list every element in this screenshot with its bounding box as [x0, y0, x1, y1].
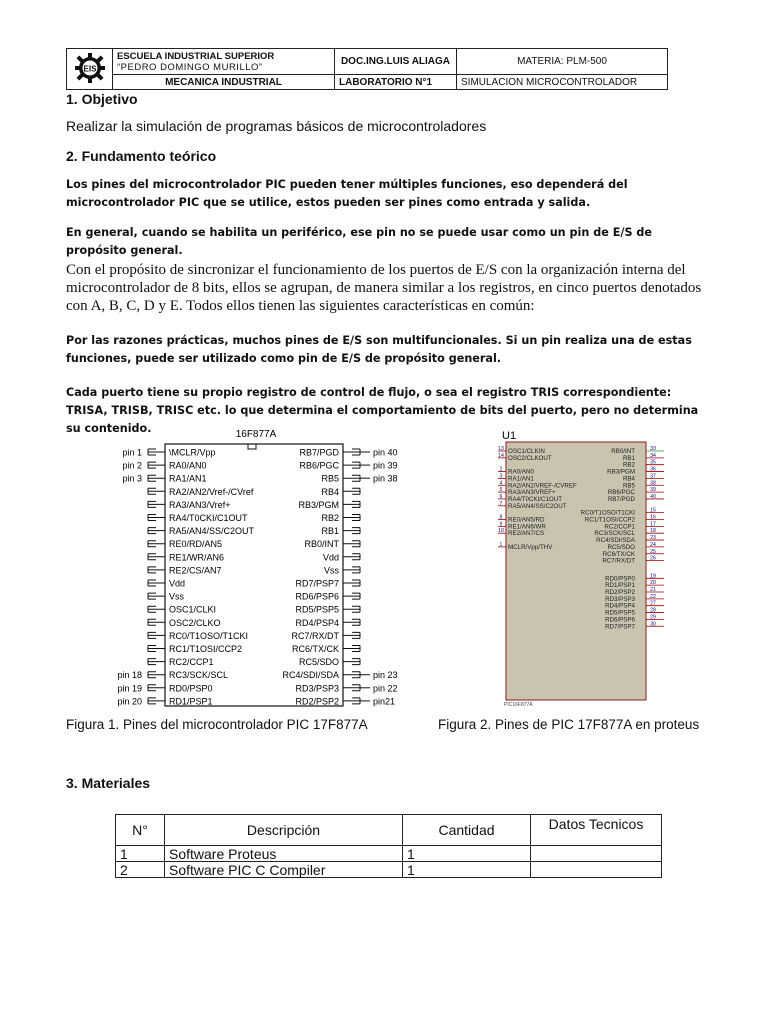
figure2-left-pin-label: RA4/T0CKI/C1OUT: [508, 495, 562, 503]
figure2-left-pin-number: 5: [499, 487, 503, 494]
col-header-n: N°: [116, 815, 165, 846]
section-objetivo-heading: 1. Objetivo: [66, 91, 138, 107]
figure1-left-pin-label: \MCLR/Vpp: [169, 447, 216, 458]
figure1-left-pin-label: RD0/PSP0: [169, 683, 213, 694]
figure1-left-pin-number: pin 1: [122, 447, 142, 458]
teacher-name: DOC.ING.LUIS ALIAGA: [335, 49, 457, 75]
figure1-right-pin-number: pin 39: [373, 460, 398, 471]
figure1-right-pin-label: RC6/TX/CK: [291, 644, 339, 654]
figure2-right-pin-number: 37: [650, 473, 656, 480]
figure1-right-pin-label: RB0/INT: [304, 539, 339, 550]
figure2-right-pin-number: 27: [650, 600, 656, 607]
school-logo: [67, 49, 113, 90]
section-materiales-heading: 3. Materiales: [66, 775, 151, 791]
figure2-right-pin-number: 30: [650, 621, 656, 628]
figure1-left-pin-label: RE1/WR/AN6: [169, 552, 225, 563]
figure1-right-pin-label: RD2/PSP2: [295, 696, 339, 707]
figure1-left-pin-label: RA0/AN0: [169, 460, 207, 471]
figure1-right-pin-label: RD3/PSP3: [295, 683, 339, 694]
objetivo-text: Realizar la simulación de programas básicos de microcontroladores: [66, 118, 487, 134]
svg-text:EIS: EIS: [83, 64, 96, 73]
cell-datos: [531, 862, 662, 878]
materials-table: [115, 814, 662, 878]
figure2-right-pin-number: 23: [650, 535, 656, 542]
school-name: ESCUELA INDUSTRIAL SUPERIOR “PEDRO DOMINGO MURILLO”: [113, 49, 335, 75]
figure1-right-pin-label: RB5: [321, 473, 339, 484]
figure2-right-pin-label: RB3/PGM: [607, 468, 635, 476]
cell-cantidad: 1: [403, 862, 531, 878]
figure2-left-pin-label: RE2/AN7/CS: [508, 530, 545, 538]
figure1-right-pin-label: RB1: [321, 526, 339, 537]
cell-n: 2: [116, 862, 165, 878]
cell-cantidad: 1: [403, 846, 531, 862]
figure2-right-pin-label: RB6/PGC: [607, 489, 635, 497]
figure2-right-pin-number: 40: [650, 493, 656, 500]
figure1-left-pin-number: pin 19: [117, 683, 142, 694]
figure1-right-pin-label: RB7/PGD: [299, 447, 339, 458]
cell-descripcion: Software PIC C Compiler: [165, 862, 403, 878]
figure1-left-pin-label: RA3/AN3/Vref+: [169, 499, 231, 510]
figure1-right-pin-label: RB6/PGC: [299, 460, 339, 471]
figure1-right-pin-label: RC4/SDI/SDA: [282, 670, 339, 681]
figure2-left-pin-number: 10: [498, 528, 504, 535]
figure1-left-pin-label: OSC1/CLKI: [169, 604, 217, 615]
figure1-left-pin-label: RA2/AN2/Vref-/CVref: [169, 486, 254, 497]
figure1-caption: Figura 1. Pines del microcontrolador PIC 17F877A: [66, 717, 368, 732]
figure2-right-pin-label: RC2/CCP1: [604, 523, 635, 531]
figure2-left-pin-label: OSC2/CLKOUT: [508, 454, 552, 462]
figure2-right-pin-number: 22: [650, 593, 656, 600]
figure2-left-pin-label: RE1/AN6/WR: [508, 523, 546, 531]
fundamento-para1: Los pines del microcontrolador PIC pueden tener múltiples funciones, eso dependerá del microcontrolador PIC que se utilice, estos pueden ser pines como entrada y salida.: [66, 178, 628, 209]
figure1-right-pin-label: RD6/PSP6: [295, 591, 339, 602]
figure2-right-pin-label: RB7/PGD: [607, 495, 635, 503]
figure2-right-pin-label: RB1: [622, 454, 635, 462]
figure2-left-pin-label: RA2/AN2/VREF-/CVREF: [508, 482, 577, 490]
lab-topic: SIMULACION MICROCONTROLADOR: [457, 75, 668, 90]
figure2-right-pin-number: 34: [650, 452, 656, 459]
figure1-left-pin-label: RC0/T1OSO/T1CKI: [169, 630, 249, 641]
figure2-right-pin-number: 15: [650, 507, 656, 514]
figure2-right-pin-label: RD2/PSP2: [605, 589, 635, 596]
figure2-right-pin-number: 35: [650, 459, 656, 466]
figure2-left-pin-label: MCLR/Vpp/THV: [508, 543, 553, 551]
fundamento-para2: En general, cuando se habilita un periférico, ese pin no se puede usar como un pin de E/S de propósito general.: [66, 226, 652, 257]
figure2-right-pin-number: 24: [650, 541, 656, 548]
figure1-left-pin-label: RA4/T0CKI/C1OUT: [169, 513, 248, 523]
figure1-right-pin-label: RC7/RX/DT: [291, 630, 339, 641]
figure1-right-pin-number: pin 22: [373, 683, 398, 694]
figure2-right-pin-label: RC4/SDI/SDA: [596, 537, 635, 545]
figure2-right-pin-label: RD5/PSP5: [605, 609, 635, 617]
figure2-right-pin-label: RB2: [622, 461, 635, 469]
document-header: [66, 48, 668, 90]
table-row: [116, 862, 662, 878]
figure1-left-pin-label: RC3/SCK/SCL: [169, 670, 229, 681]
figure2-right-pin-number: 17: [650, 521, 656, 528]
figure2-right-pin-number: 20: [650, 580, 656, 587]
fundamento-para5: Cada puerto tiene su propio registro de control de flujo, o sea el registro TRIS correspondiente: TRISA, TRISB, TRISC etc. lo que determina el comportamiento de bits del puerto, pero no determina su contenido.: [66, 386, 699, 435]
figure1-left-pin-number: pin 3: [122, 473, 142, 484]
department: MECANICA INDUSTRIAL: [113, 75, 335, 90]
col-header-descripcion: Descripción: [165, 815, 403, 846]
figure2-right-pin-number: 21: [650, 587, 656, 593]
figure1-left-pin-label: RE0/RD/AN5: [169, 539, 223, 550]
figure1-right-pin-number: pin21: [373, 696, 396, 707]
figure2-right-pin-label: RD6/PSP6: [605, 616, 635, 624]
figure1-right-pin-number: pin 23: [373, 670, 398, 681]
figure1-left-pin-label: RE2/CS/AN7: [169, 565, 222, 576]
table-row: [116, 846, 662, 862]
subject-code: MATERIA: PLM-500: [457, 49, 668, 75]
figure1-left-pin-label: RD1/PSP1: [169, 696, 213, 707]
figure2-right-pin-label: RC5/SDO: [607, 543, 635, 551]
fundamento-para3: Con el propósito de sincronizar el funcionamiento de los puertos de E/S con la organización interna del microcontrolador de 8 bits, ellos se agrupan, de manera similar a los registros, en cinco puertos denotados con A, B, C, D y E. Todos ellos tienen las siguientes características en común:: [66, 262, 702, 314]
figure2-right-pin-label: RD0/PSP0: [605, 575, 635, 583]
figure2-right-pin-number: 29: [650, 614, 656, 621]
figure2-right-pin-label: RD7/PSP7: [605, 623, 635, 631]
figure2-right-pin-number: 26: [650, 555, 656, 562]
figure2-right-pin-number: 18: [650, 528, 656, 535]
figure1-left-pin-number: pin 18: [117, 670, 142, 681]
figure1-left-pin-label: Vdd: [169, 578, 186, 589]
figure1-right-pin-label: RB2: [321, 513, 339, 523]
figure2-left-pin-number: 2: [499, 466, 503, 473]
lab-number: LABORATORIO N°1: [335, 75, 457, 90]
figure1-right-pin-label: RC5/SDO: [298, 657, 339, 668]
figure2-left-pin-label: RA5/AN4/SS/C2OUT: [508, 502, 567, 510]
figure2-left-pin-number: 7: [499, 500, 503, 507]
figure1-right-pin-label: RB4: [321, 486, 339, 497]
figure2-left-pin-number: 14: [498, 452, 504, 459]
figure2-right-pin-label: RC1/T1OSI/CCP2: [584, 516, 635, 524]
figure1-pinout-diagram: [110, 426, 410, 708]
figure2-right-pin-label: RB5: [622, 482, 635, 490]
figure2-right-pin-number: 38: [650, 480, 656, 487]
figure2-right-pin-number: 33: [650, 446, 656, 452]
figure1-right-pin-label: Vdd: [322, 552, 339, 563]
figure2-left-pin-number: 6: [499, 493, 503, 500]
figure2-left-pin-number: 1: [499, 541, 503, 548]
figure1-right-pin-number: pin 38: [373, 473, 398, 484]
figure2-right-pin-label: RB0/INT: [611, 448, 635, 455]
section-fundamento-heading: 2. Fundamento teórico: [66, 148, 217, 164]
gear-logo-icon: [73, 52, 107, 84]
figure2-left-pin-number: 13: [498, 446, 504, 452]
figure2-left-pin-number: 4: [499, 480, 503, 487]
figure1-left-pin-label: RA1/AN1: [169, 473, 207, 484]
figure1-left-pin-number: pin 20: [117, 696, 142, 707]
figure2-part: PIC16F877A: [504, 702, 533, 708]
figure2-right-pin-number: 16: [650, 514, 656, 521]
table-header-row: [116, 815, 662, 846]
figure2-right-pin-label: RC0/T1OSO/T1CKI: [580, 509, 635, 517]
figure1-right-pin-label: Vss: [323, 565, 339, 576]
figure1-left-pin-label: RC1/T1OSI/CCP2: [169, 644, 243, 654]
cell-datos: [531, 846, 662, 862]
figure1-left-pin-label: RA5/AN4/SS/C2OUT: [169, 526, 255, 537]
figure1-left-pin-label: OSC2/CLKO: [169, 617, 221, 628]
figure2-right-pin-number: 28: [650, 607, 656, 614]
figure2-right-pin-label: RD3/PSP3: [605, 595, 635, 603]
figure1-chip-name: 16F877A: [235, 429, 277, 440]
figure2-right-pin-label: RC7/RX/DT: [602, 557, 635, 565]
figure2-right-pin-label: RD1/PSP1: [605, 582, 635, 590]
figure1-right-pin-label: RD7/PSP7: [295, 578, 339, 589]
figure1-left-pin-label: RC2/CCP1: [169, 657, 214, 668]
figure1-right-pin-label: RD4/PSP4: [295, 617, 339, 628]
cell-descripcion: Software Proteus: [165, 846, 403, 862]
figure2-right-pin-label: RC3/SCK/SCL: [594, 530, 635, 538]
figure2-right-pin-number: 25: [650, 548, 656, 555]
figure2-left-pin-label: RE0/AN5/RD: [508, 516, 545, 524]
figure2-caption: Figura 2. Pines de PIC 17F877A en proteus: [438, 717, 700, 732]
figure2-left-pin-label: RA3/AN3/VREF+: [508, 489, 556, 497]
figure1-left-pin-number: pin 2: [122, 460, 142, 471]
figure2-left-pin-label: OSC1/CLKIN: [508, 448, 545, 455]
figure2-left-pin-number: 9: [499, 521, 503, 528]
figure1-right-pin-label: RD5/PSP5: [295, 604, 339, 615]
figure2-left-pin-label: RA0/AN0: [508, 468, 534, 476]
figure2-left-pin-label: RA1/AN1: [508, 475, 534, 483]
fundamento-para4: Por las razones prácticas, muchos pines de E/S son multifuncionales. Si un pin realiza una de estas funciones, puede ser utilizado como pin de E/S de propósito general.: [66, 334, 692, 365]
figure1-right-pin-number: pin 40: [373, 447, 398, 458]
figure2-right-pin-label: RC6/TX/CK: [602, 550, 635, 558]
figure2-left-pin-number: 8: [499, 514, 503, 521]
figure2-right-pin-number: 19: [650, 573, 656, 580]
figure2-proteus-diagram: [498, 428, 666, 708]
figure1-left-pin-label: Vss: [169, 591, 185, 602]
figure2-ref: U1: [502, 430, 517, 442]
figure2-right-pin-number: 39: [650, 487, 656, 494]
cell-n: 1: [116, 846, 165, 862]
col-header-cantidad: Cantidad: [403, 815, 531, 846]
figure2-right-pin-label: RB4: [622, 475, 635, 483]
figure2-right-pin-label: RD4/PSP4: [605, 602, 635, 610]
figure2-right-pin-number: 36: [650, 466, 656, 473]
figure2-left-pin-number: 3: [499, 473, 503, 480]
figure1-right-pin-label: RB3/PGM: [298, 499, 339, 510]
col-header-datos: Datos Tecnicos: [531, 815, 662, 846]
